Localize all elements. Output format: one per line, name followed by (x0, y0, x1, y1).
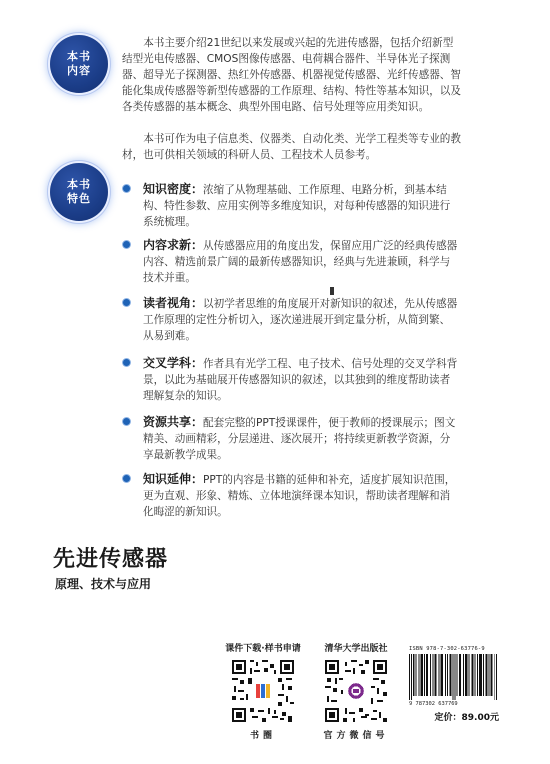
isbn-digits: 9 787302 637769 (409, 701, 458, 707)
isbn-barcode-block (409, 646, 499, 723)
badge-line-2: 特色 (67, 192, 91, 205)
feature-title: 知识延伸： (143, 472, 204, 486)
qr-top-label: 清华大学出版社 (324, 644, 388, 654)
bullet-icon (123, 299, 130, 306)
bullet-icon (123, 418, 130, 425)
qr-block-official-wechat (306, 641, 406, 741)
text-cursor-icon (330, 287, 334, 295)
qr-block-book-circle (213, 641, 313, 741)
badge-text (65, 50, 93, 78)
bullet-icon (123, 359, 130, 366)
badge-text (65, 178, 93, 206)
barcode-icon (409, 654, 499, 700)
price-label: 定价：89.00元 (434, 713, 499, 723)
qr-top-label: 课件下载·样书申请 (225, 644, 301, 654)
bullet-icon (123, 475, 130, 482)
feature-item (128, 471, 458, 520)
intro-paragraph-1: 本书主要介绍21世纪以来发展或兴起的先进传感器，包括介绍新型结型光电传感器、CMOS图像传感器、电荷耦合器件、半导体光子探测器、超导光子探测器、热红外传感器、机器视觉传感器、光纤传感器、智能化集成传感器等新型传感器的工作原理、结构、特性等基本知识，以及各类传感器的基本概念、典型外围电路、信号处理等应用类知识。 (122, 37, 461, 113)
feature-text: PPT的内容是书籍的延伸和补充，适度扩展知识范围，更为直观、形象、精炼、立体地演绎课本知识，帮助读者理解和消化晦涩的新知识。 (143, 474, 456, 518)
badge-line-1: 本书 (67, 50, 91, 63)
feature-text: 浓缩了从物理基础、工作原理、电路分析，到基本结构、特性参数、应用实例等多维度知识，对每种传感器的知识进行系统梳理。 (143, 184, 451, 228)
feature-paragraph (143, 181, 458, 230)
book-content-badge (50, 35, 108, 93)
intro-paragraph-2: 本书可作为电子信息类、仪器类、自动化类、光学工程类等专业的教材，也可供相关领域的科研人员、工程技术人员参考。 (122, 133, 461, 161)
feature-paragraph (143, 355, 458, 404)
feature-paragraph (143, 295, 458, 344)
qr-code-icon[interactable] (230, 658, 296, 724)
feature-item (128, 237, 458, 286)
feature-text: 从传感器应用的角度出发，保留应用广泛的经典传感器内容、精选前景广阔的最新传感器知识，经典与先进兼顾，科学与技术并重。 (143, 240, 458, 284)
feature-item (128, 355, 458, 404)
feature-paragraph (143, 414, 458, 463)
feature-paragraph (143, 237, 458, 286)
isbn-label: ISBN 978-7-302-63776-9 (409, 646, 485, 652)
qr-bottom-label: 官方微信号 (323, 731, 389, 741)
feature-title: 内容求新： (143, 238, 204, 252)
qr-code-icon[interactable] (323, 658, 389, 724)
feature-paragraph (143, 471, 458, 520)
badge-line-2: 内容 (67, 64, 91, 77)
feature-text: 以初学者思维的角度展开对新知识的叙述，先从传感器工作原理的定性分析切入，逐次递进展开到定量分析，从简到繁、从易到难。 (143, 298, 458, 342)
bullet-icon (123, 185, 130, 192)
book-subtitle: 原理、技术与应用 (55, 577, 152, 591)
book-features-badge (50, 163, 108, 221)
badge-line-1: 本书 (67, 178, 91, 191)
feature-title: 知识密度： (143, 182, 204, 196)
bullet-icon (123, 241, 130, 248)
feature-title: 资源共享： (143, 415, 204, 429)
book-title: 先进传感器 (53, 547, 169, 572)
feature-text: 配套完整的PPT授课课件，便于教师的授课展示；图文精美、动画精彩，分层递进、逐次展开；将持续更新教学资源，分享最新教学成果。 (143, 417, 456, 461)
feature-item (128, 414, 458, 463)
feature-text: 作者具有光学工程、电子技术、信号处理的交叉学科背景，以此为基础展开传感器知识的叙述，以其独到的维度帮助读者理解复杂的知识。 (143, 358, 458, 402)
feature-title: 交叉学科： (143, 356, 204, 370)
feature-item (128, 295, 458, 344)
feature-item (128, 181, 458, 230)
qr-bottom-label: 书圈 (249, 731, 276, 741)
feature-title: 读者视角： (143, 296, 204, 310)
